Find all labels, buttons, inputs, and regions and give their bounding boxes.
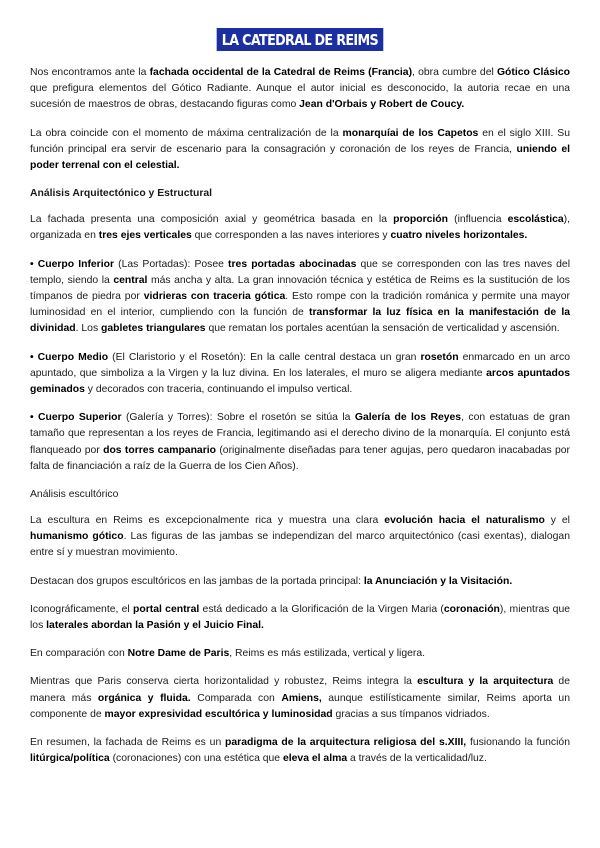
bold-run: uniendo el poder terrenal con el celestial.	[30, 143, 570, 172]
text-run: . Las figuras de las jambas se independizan del marco arquitectónico (casi exentas), dialogan entre sí y muestran movimiento.	[30, 531, 570, 559]
summary-paragraph	[30, 735, 570, 767]
bold-run: Galería de los Reyes	[354, 412, 462, 424]
text-run: aunque estilísticamente similar, Reims aporta un componente de	[30, 692, 570, 720]
bold-run: tres ejes verticales	[98, 230, 192, 242]
bold-run: litúrgica/política	[30, 753, 110, 765]
text-run: La escultura en Reims es excepcionalmente rica y muestra una clara	[30, 515, 385, 527]
bold-run: evolución hacia el naturalismo	[384, 515, 545, 527]
comparison-paragraph-1	[30, 646, 570, 662]
bold-run: escolástica	[507, 214, 564, 226]
text-run: fusionando la función	[466, 737, 570, 749]
text-run: que corresponden a las naves interiores y	[191, 230, 391, 242]
text-run: Iconográficamente, el	[30, 603, 134, 615]
text-run: Mientras que Paris conserva cierta horizontalidad y robustez, Reims integra la	[30, 676, 418, 688]
bold-run: la Anunciación y la Visitación.	[363, 575, 513, 587]
title-wrap	[30, 28, 570, 51]
lower-body-paragraph	[30, 257, 570, 338]
sculpture-paragraph-2	[30, 574, 570, 590]
bold-run: portal central	[133, 603, 200, 615]
bold-run: mayor expresividad escultórica y luminosidad	[104, 708, 333, 720]
text-run: (influencia	[447, 214, 508, 226]
text-run: La obra coincide con el momento de máxima centralización de la	[30, 127, 343, 139]
text-run: a través de la verticalidad/luz.	[347, 753, 487, 765]
text-run: y el	[544, 515, 570, 527]
bold-run: dos torres campanario	[103, 444, 216, 456]
bold-run: • Cuerpo Inferior	[30, 258, 115, 270]
bold-run: • Cuerpo Superior	[30, 412, 122, 424]
text-run: (El Claristorio y el Rosetón): En la calle central destaca un gran	[108, 351, 421, 363]
bold-run: rosetón	[420, 351, 459, 363]
text-run: . Los	[75, 323, 102, 335]
facade-paragraph	[30, 212, 570, 244]
intro-paragraph	[30, 65, 570, 114]
text-run: ), mientras que los	[30, 603, 570, 632]
bold-run: gabletes triangulares	[101, 323, 206, 335]
context-paragraph	[30, 126, 570, 175]
text-run: Comparada con	[190, 692, 282, 704]
bold-run: monarquíai de los Capetos	[342, 127, 479, 139]
bold-run: transformar la luz física en la manifestación de la divinidad	[30, 307, 570, 335]
middle-body-paragraph	[30, 350, 570, 399]
bold-run: humanismo gótico	[30, 531, 124, 543]
text-run: de manera más	[30, 676, 570, 704]
text-run: Nos encontramos ante la	[30, 67, 150, 78]
text-run: (Las Portadas): Posee	[114, 258, 229, 270]
bold-run: vidrieras con traceria gótica	[143, 291, 286, 303]
text-run: La fachada presenta una composición axial y geométrica basada en la	[30, 214, 394, 226]
text-run: (coronaciones) con una estética que	[109, 753, 283, 765]
text-run: , obra cumbre del	[412, 67, 497, 78]
bold-run: arcos apuntados geminados	[30, 367, 570, 396]
text-run: en el siglo XIII. Su función principal era servir de escenario para la consagración y coronación de los reyes de Francia,	[30, 127, 570, 155]
text-run: , con estatuas de gran tamaño que representan a los reyes de Francia, legitimando asi el derecho divino de la monarquía. El conjunto está flanqueado por	[30, 412, 570, 456]
text-run: más ancha y alta. La gran innovación técnica y estética de Reims es la sustitución de los tímpanos de piedra por	[30, 274, 570, 303]
bold-run: coronación	[443, 603, 500, 615]
text-run: que prefigura elementos del Gótico Radiante. Aunque el autor inicial es desconocido, la autoria recae en una sucesión de maestros de obras, destacando figuras como	[30, 83, 570, 111]
text-run: gracias a sus tímpanos vidriados.	[332, 708, 490, 720]
bold-run: • Cuerpo Medio	[30, 351, 109, 363]
page-title: LA CATEDRAL DE REIMS	[217, 28, 383, 51]
text-run: y decorados con traceria, continuando el impulso vertical.	[84, 384, 353, 396]
upper-body-paragraph	[30, 410, 570, 475]
bold-run: central	[113, 274, 148, 286]
bold-run: Jean d'Orbais y Robert de Coucy.	[299, 99, 465, 111]
bold-run: paradigma de la arquitectura religiosa del s.XIII,	[225, 737, 467, 749]
text-run: que rematan los portales acentúan la sensación de verticalidad y ascensión.	[205, 323, 560, 335]
bold-run: cuatro niveles horizontales.	[390, 230, 528, 242]
text-run: (Galería y Torres): Sobre el rosetón se sitúa la	[121, 412, 355, 424]
bold-run: Notre Dame de Paris	[127, 648, 230, 660]
bold-run: laterales abordan la Pasión y el Juicio Final.	[46, 620, 264, 632]
text-run: (originalmente diseñadas para tener agujas, pero quedaron inacabadas por falta de financiación a raíz de la Guerra de los Cien Años).	[30, 444, 570, 472]
sculpture-heading: Análisis escultórico	[30, 489, 119, 501]
text-run: , Reims es más estilizada, vertical y ligera.	[229, 648, 426, 660]
architecture-heading: Análisis Arquitectónico y Estructural	[30, 188, 213, 200]
text-run: que se corresponden con las tres naves del templo, siendo la	[30, 258, 570, 286]
bold-run: fachada occidental de la Catedral de Reims (Francia)	[149, 67, 413, 78]
bold-run: Gótico Clásico	[496, 67, 571, 78]
text-run: está dedicado a la Glorificación de la Virgen Maria (	[199, 603, 444, 615]
text-run: En comparación con	[30, 648, 128, 660]
bold-run: tres portadas abocinadas	[228, 258, 357, 270]
sculpture-paragraph-3	[30, 602, 570, 634]
bold-run: eleva el alma	[282, 753, 348, 765]
sculpture-paragraph-1	[30, 513, 570, 562]
text-run: enmarcado en un arco apuntado, que simboliza a la Virgen y la luz divina. En los laterales, el muro se aligera mediante	[30, 351, 570, 379]
bold-run: escultura y la arquitectura	[417, 676, 554, 688]
text-run: Destacan dos grupos escultóricos en las jambas de la portada principal:	[30, 575, 364, 587]
bold-run: Amiens,	[281, 692, 322, 704]
text-run: ), organizada en	[30, 214, 571, 242]
text-run: . Esto rompe con la tradición románica y permite una mayor luminosidad en el interior, cumpliendo con la función de	[30, 291, 570, 319]
text-run: En resumen, la fachada de Reims es un	[30, 737, 226, 749]
comparison-paragraph-2	[30, 674, 570, 723]
bold-run: orgánica y fluida.	[97, 692, 191, 704]
bold-run: proporción	[393, 214, 448, 226]
